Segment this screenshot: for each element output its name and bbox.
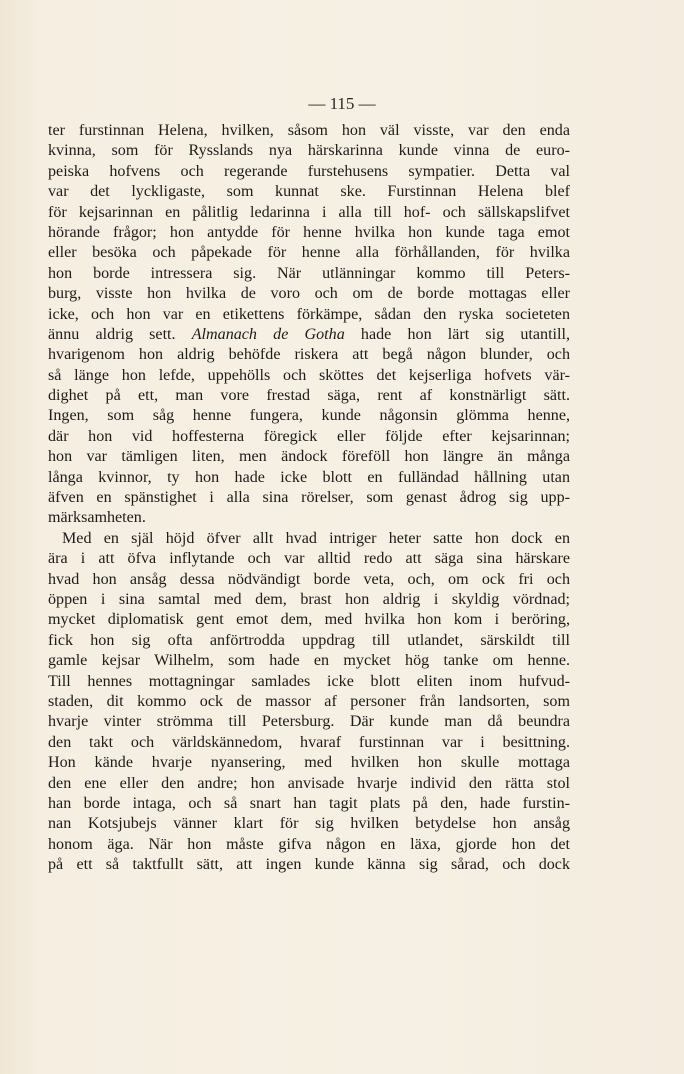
text-line: den takt och världskännedom, hvaraf furstinnan var i besittning. bbox=[48, 733, 570, 751]
text-line: på ett så taktfullt sätt, att ingen kunde känna sig sårad, och dock bbox=[48, 856, 570, 874]
text-line: dighet på ett, man vore frestad säga, rent af konstnärligt sätt. bbox=[48, 387, 570, 405]
paragraph-2 bbox=[48, 529, 570, 876]
text-line: var det lyckligaste, som kunnat ske. Furstinnan Helena blef bbox=[48, 183, 570, 201]
text-segment: ännu aldrig sett. bbox=[48, 325, 176, 343]
text-line: burg, visste hon hvilka de voro och om de borde mottagas eller bbox=[48, 285, 570, 303]
text-line: staden, dit kommo ock de massor af personer från landsorten, som bbox=[48, 692, 570, 710]
text-line: märksamheten. bbox=[48, 509, 146, 527]
text-line: hvarigenom hon aldrig behöfde riskera att begå någon blunder, och bbox=[48, 346, 570, 364]
text-line: där hon vid hoffesterna föregick eller följde efter kejsarinnan; bbox=[48, 427, 570, 445]
text-line: för kejsarinnan en pålitlig ledarinna i alla till hof- och sällskapslifvet bbox=[48, 203, 570, 221]
text-line: gamle kejsar Wilhelm, som hade en mycket hög tanke om henne. bbox=[48, 652, 570, 670]
text-line: så länge hon lefde, uppehölls och sköttes det kejserliga hofvets vär- bbox=[48, 366, 570, 384]
body-text bbox=[48, 121, 570, 875]
text-line: ter furstinnan Helena, hvilken, såsom hon väl visste, var den enda bbox=[48, 122, 570, 139]
text-line: eller besöka och påpekade för henne alla förhållanden, för hvilka bbox=[48, 244, 570, 262]
text-line: Till hennes mottagningar samlades icke blott eliten inom hufvud- bbox=[48, 672, 570, 690]
text-line: hvarje vinter strömma till Petersburg. Där kunde man då beundra bbox=[48, 713, 570, 731]
text-line: peiska hofvens och regerande furstehusens sympatier. Detta val bbox=[48, 162, 570, 180]
text-line: långa kvinnor, ty hon hade icke blott en fulländad hållning utan bbox=[48, 468, 570, 486]
text-line: mycket diplomatisk gent emot dem, med hvilka hon kom i beröring, bbox=[48, 611, 570, 629]
text-line: Ingen, som såg henne fungera, kunde någonsin glömma henne, bbox=[48, 407, 570, 425]
text-line: den ene eller den andre; hon anvisade hvarje individ den rätta stol bbox=[48, 774, 570, 792]
text-line: nan Kotsjubejs vänner klart för sig hvilken betydelse hon ansåg bbox=[48, 815, 570, 833]
text-line: hvad hon ansåg dessa nödvändigt borde veta, och, om ock fri och bbox=[48, 570, 570, 588]
text-line: äfven en spänstighet i alla sina rörelser, som genast ådrog sig upp- bbox=[48, 489, 570, 507]
italic-title: Almanach de Gotha bbox=[191, 325, 345, 343]
text-line: hörande frågor; hon antydde för henne hvilka hon kunde taga emot bbox=[48, 223, 570, 241]
text-line: kvinna, som för Rysslands nya härskarinna kunde vinna de euro- bbox=[48, 142, 570, 160]
text-line: Med en själ höjd öfver allt hvad intriger heter satte hon dock en bbox=[62, 529, 570, 547]
text-line-with-italic bbox=[48, 325, 570, 345]
text-segment: hade hon lärt sig utantill, bbox=[360, 325, 570, 343]
text-line: honom äga. När hon måste gifva någon en läxa, gjorde hon det bbox=[48, 835, 570, 853]
text-line: hon var tämligen liten, men ändock föreföll hon längre än många bbox=[48, 448, 570, 466]
text-line: fick hon sig ofta anförtrodda uppdrag till utlandet, särskildt till bbox=[48, 631, 570, 649]
text-line: hon borde intressera sig. När utlänningar kommo till Peters- bbox=[48, 264, 570, 282]
text-line: ära i att öfva inflytande och var alltid redo att säga sina härskare bbox=[48, 550, 570, 568]
text-line: icke, och hon var en etikettens förkämpe, sådan den ryska societeten bbox=[48, 305, 570, 323]
text-line: han borde intaga, och så snart han tagit plats på den, hade furstin- bbox=[48, 794, 570, 812]
page-number: — 115 — bbox=[308, 94, 376, 113]
text-line: öppen i sina samtal med dem, brast hon aldrig i skyldig vördnad; bbox=[48, 590, 570, 608]
text-line: Hon kände hvarje nyansering, med hvilken hon skulle mottaga bbox=[48, 754, 570, 772]
paragraph-1 bbox=[48, 121, 570, 529]
